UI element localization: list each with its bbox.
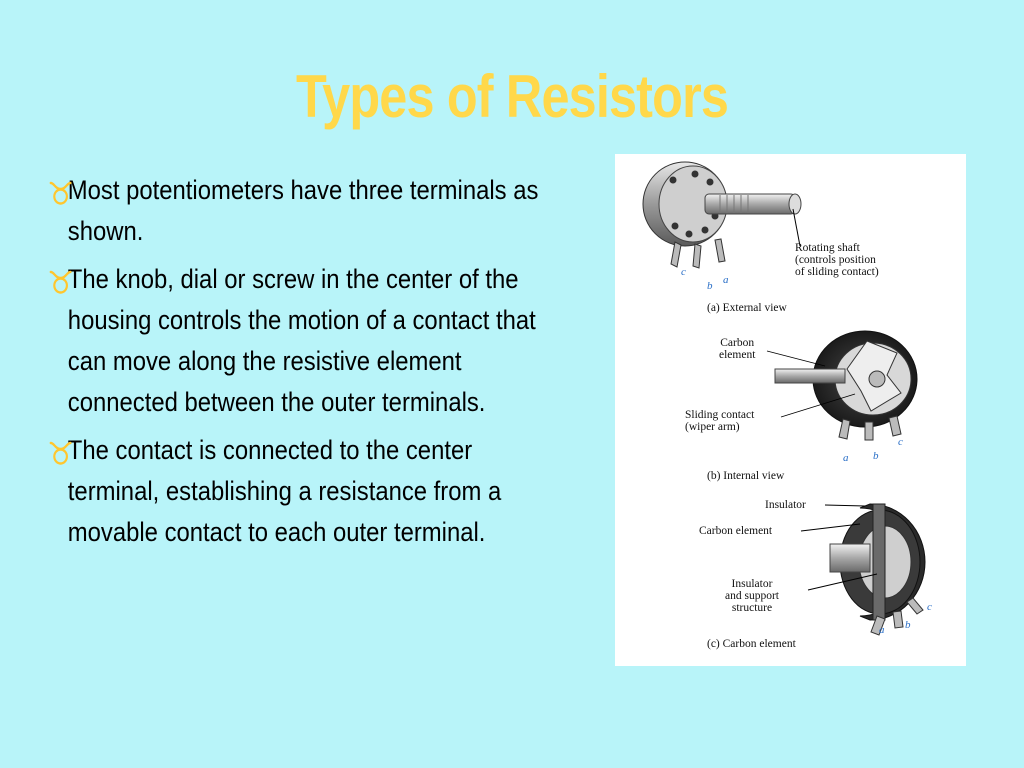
label-rotating-shaft: Rotating shaft (controls position of sliding contact) [795,242,879,278]
label-insulator-support: Insulator and support structure [725,578,779,614]
terminal-label: c [898,436,903,448]
internal-view-drawing [767,331,917,440]
slide-title: Types of Resistors [295,63,729,130]
terminal-label: a [843,452,849,464]
bullet-item [48,430,554,553]
terminal-label: a [723,274,729,286]
terminal-label: c [927,601,932,613]
label-carbon-element-c: Carbon element [699,525,773,537]
potentiometer-figure [615,154,966,666]
terminal-label: a [879,624,885,636]
external-view-drawing [643,162,801,268]
terminal-label: c [681,266,686,278]
taurus-symbol-icon [48,179,73,207]
caption-carbon-element: (c) Carbon element [707,638,796,650]
taurus-symbol-icon [48,268,73,296]
label-carbon-element: Carbon element [719,337,756,361]
bullet-text: The contact is connected to the center terminal, establishing a resistance from a movable contact to each outer terminal. [67,435,502,547]
terminal-label: b [873,450,879,462]
label-insulator: Insulator [765,499,806,511]
terminal-label: b [905,619,911,631]
caption-internal-view: (b) Internal view [707,470,785,482]
taurus-symbol-icon [48,439,73,467]
bullet-text: The knob, dial or screw in the center of the housing controls the motion of a contact that can move along the resistive element connected between the outer terminals. [67,264,536,417]
bullet-text: Most potentiometers have three terminals as shown. [67,175,539,246]
bullet-item [48,170,554,252]
caption-external-view: (a) External view [707,302,787,314]
terminal-label: b [707,280,713,292]
carbon-element-drawing [801,504,925,635]
bullet-list [48,170,548,560]
label-sliding-contact: Sliding contact (wiper arm) [685,409,755,433]
bullet-item [48,259,554,423]
potentiometer-illustration [615,154,966,666]
